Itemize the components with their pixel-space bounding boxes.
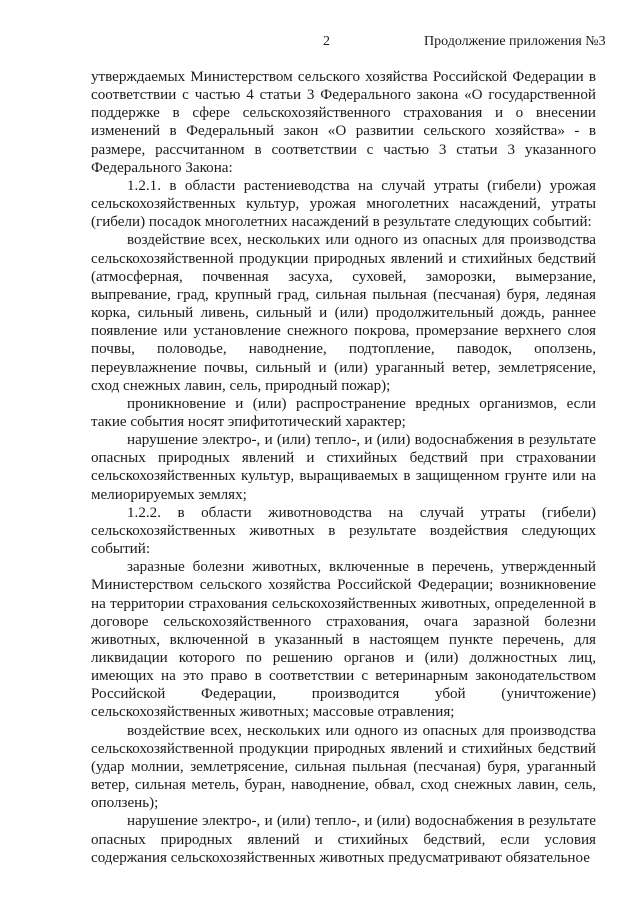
paragraph-natural-hazards-crops: воздействие всех, нескольких или одного из опасных для производства сельскохозяйственной продукции природных явлений и стихийных бедствий (атмосферная, почвенная засуха, суховей, заморозки, вымерзание, выпревание, град, крупный град, сильная пыльная (песчаная) буря, ледяная корка, сильный ливень, сильный и (или) продолжительный дождь, раннее появление или установление снежного покрова, промерзание верхнего слоя почвы, половодье, наводнение, подтопление, паводок, оползень, переувлажнение почвы, сильный и (или) ураганный ветер, землетрясение, сход снежных лавин, сель, природный пожар); (91, 232, 596, 394)
paragraph-utility-disruption-crops: нарушение электро-, и (или) тепло-, и (или) водоснабжения в результате опасных природных явлений и стихийных бедствий при страховании сельскохозяйственных культур, выращиваемых в защищенном грунте или на мелиорируемых землях; (91, 432, 596, 503)
paragraph-utility-disruption-livestock: нарушение электро-, и (или) тепло-, и (или) водоснабжения в результате опасных природных явлений и стихийных бедствий, если условия содержания сельскохозяйственных животных предусматривают обязательное (91, 813, 596, 866)
paragraph-natural-hazards-livestock: воздействие всех, нескольких или одного из опасных для производства сельскохозяйственной продукции природных явлений и стихийных бедствий (удар молнии, землетрясение, сильная пыльная (песчаная) буря, ураганный ветер, сильная метель, буран, наводнение, обвал, сход снежных лавин, сель, оползень); (91, 722, 596, 812)
paragraph-harmful-organisms: проникновение и (или) распространение вредных организмов, если такие события носят эпифитотический характер; (91, 395, 596, 430)
page-header (0, 34, 640, 52)
paragraph-1-2-1-crop-production: 1.2.1. в области растениеводства на случай утраты (гибели) урожая сельскохозяйственных культур, урожая многолетних насаждений, утраты (гибели) посадок многолетних насаждений в результате следующих событий: (91, 177, 596, 231)
paragraph-contagious-diseases: заразные болезни животных, включенные в перечень, утвержденный Министерством сельского хозяйства Российской Федерации; возникновение на территории страхования сельскохозяйственных животных, определенной в договоре сельскохозяйственного страхования, очага заразной болезни животных, включенной в указанный в настоящем пункте перечень, для ликвидации которого по решению органов и (или) должностных лиц, имеющих на это право в соответствии с ветеринарным законодательством Российской Федерации, производится убой (уничтожение) сельскохозяйственных животных; массовые отравления; (91, 559, 596, 721)
paragraph-intro-continuation: утверждаемых Министерством сельского хозяйства Российской Федерации в соответствии с частью 4 статьи 3 Федерального закона «О государственной поддержке в сфере сельскохозяйственного страхования и о внесении изменений в Федеральный закон «О развитии сельского хозяйства» - в размере, рассчитанном в соответствии с частью 3 статьи 3 указанного Федерального Закона: (91, 69, 596, 176)
page-number: 2 (323, 34, 330, 49)
document-body (91, 68, 596, 867)
paragraph-1-2-2-livestock: 1.2.2. в области животноводства на случай утраты (гибели) сельскохозяйственных животных в результате воздействия следующих событий: (91, 504, 596, 558)
appendix-continuation-note: Продолжение приложения №3 (424, 34, 606, 49)
